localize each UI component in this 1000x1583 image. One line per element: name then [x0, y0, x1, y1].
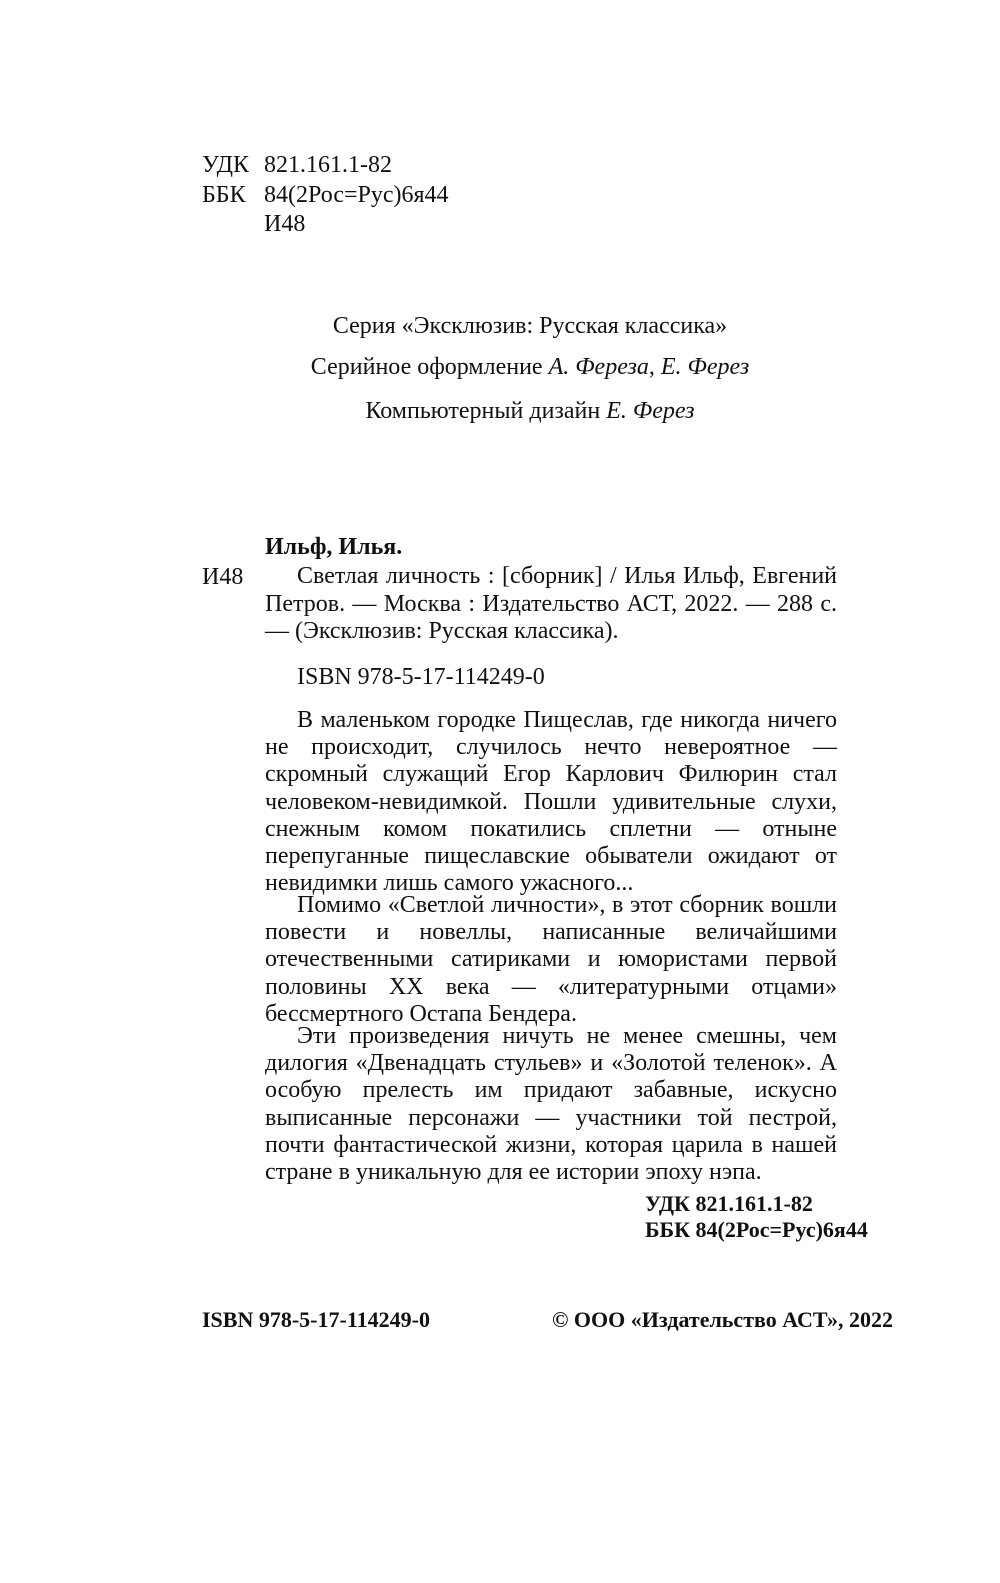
copyright: © ООО «Издательство АСТ», 2022: [552, 1307, 894, 1332]
author-heading: Ильф, Илья.: [265, 534, 403, 560]
design-label: Серийное оформление: [310, 354, 549, 380]
udk-value: 821.161.1-82: [264, 152, 392, 178]
design-names: А. Фереза, Е. Ферез: [548, 354, 750, 380]
design-line: [0, 352, 1000, 382]
series-text: Серия «Эксклюзив: Русская классика»: [332, 313, 728, 339]
author-mark: И48: [264, 211, 306, 237]
bbk-footer: ББК 84(2Рос=Рус)6я44: [645, 1217, 868, 1242]
card-isbn: ISBN 978-5-17-114249-0: [297, 664, 545, 690]
series-line: [0, 311, 1000, 341]
udk-footer: УДК 821.161.1-82: [645, 1191, 813, 1216]
card-author-mark: И48: [202, 564, 244, 590]
annotation-paragraph-2: Помимо «Светлой личности», в этот сборник вошли повести и новеллы, написанные величайшими отечественными сатириками и юмористами первой половины XX века — «литературными отцами» бессмертного Остапа Бендера.: [265, 892, 837, 1027]
computer-design-name: Е. Ферез: [606, 398, 695, 424]
bbk-value: 84(2Рос=Рус)6я44: [264, 182, 449, 208]
udk-label: УДК: [202, 152, 249, 178]
annotation-paragraph-3: Эти произведения ничуть не менее смешны, чем дилогия «Двенадцать стульев» и «Золотой теленок». А особую прелесть им придают забавные, искусно выписанные персонажи — участники той пестрой, почти фантастической жизни, которая царила в нашей стране в уникальную для ее истории эпоху нэпа.: [265, 1023, 837, 1186]
bbk-label: ББК: [202, 182, 246, 208]
annotation-paragraph-1: В маленьком городке Пищеслав, где никогда ничего не происходит, случилось нечто невероятное — скромный служащий Егор Карлович Филюрин стал человеком-невидимкой. Пошли удивительные слухи, снежным комом покатились сплетни — отныне перепуганные пищеславские обыватели ожидают от невидимки лишь самого ужасного...: [265, 707, 837, 897]
computer-design-line: [0, 396, 1000, 426]
footer-isbn: ISBN 978-5-17-114249-0: [202, 1307, 430, 1332]
computer-design-label: Компьютерный дизайн: [365, 398, 607, 424]
bibliographic-entry: Светлая личность : [сборник] / Илья Ильф, Евгений Петров. — Москва : Издательство АСТ, 2022. — 288 с. — (Эксклюзив: Русская классика).: [265, 563, 837, 644]
